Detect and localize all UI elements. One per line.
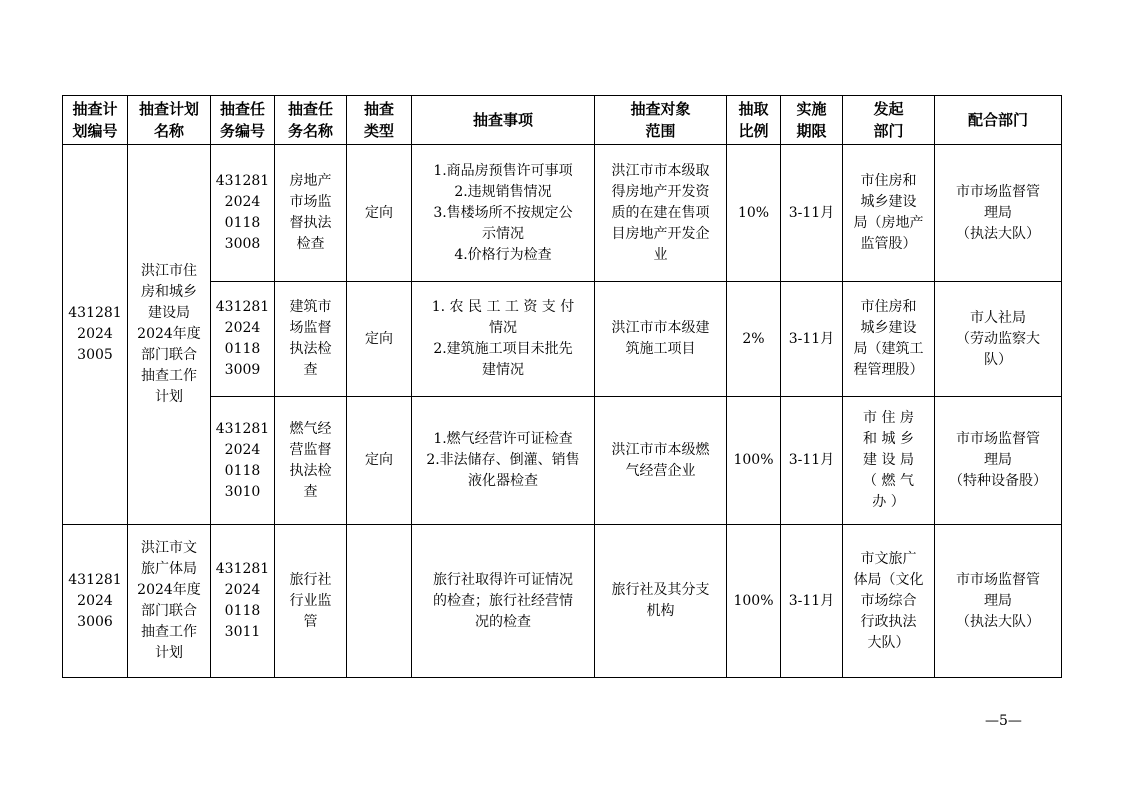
type-cell: 定向 [347, 397, 412, 525]
coop-cell: 市市场监督管 理局 （执法大队） [935, 145, 1062, 282]
page-number: —5— [985, 713, 1022, 729]
header-type: 抽查 类型 [347, 96, 412, 145]
header-task-no: 抽查任 务编号 [211, 96, 275, 145]
task-name-cell: 建筑市 场监督 执法检 查 [275, 282, 347, 397]
items-cell: 1.商品房预售许可事项 2.违规销售情况 3.售楼场所不按规定公 示情况 4.价格行为检查 [412, 145, 595, 282]
dept-cell: 市住房和 城乡建设 局（建筑工 程管理股） [843, 282, 935, 397]
spot-check-plan-table [62, 95, 1062, 678]
period-cell: 3-11月 [781, 397, 843, 525]
header-coop: 配合部门 [935, 96, 1062, 145]
type-cell: 定向 [347, 282, 412, 397]
table-row [63, 397, 1062, 525]
coop-cell: 市市场监督管 理局 （特种设备股） [935, 397, 1062, 525]
plan-name-cell: 洪江市住 房和城乡 建设局 2024年度 部门联合 抽查工作 计划 [128, 145, 211, 525]
dept-cell: 市住房和 城乡建设 局（房地产 监管股） [843, 145, 935, 282]
header-plan-no: 抽查计 划编号 [63, 96, 128, 145]
plan-no-cell: 431281 2024 3006 [63, 525, 128, 678]
ratio-cell: 100% [727, 525, 781, 678]
header-ratio: 抽取 比例 [727, 96, 781, 145]
coop-cell: 市市场监督管 理局 （执法大队） [935, 525, 1062, 678]
header-items: 抽查事项 [412, 96, 595, 145]
task-no-cell: 431281 2024 0118 3010 [211, 397, 275, 525]
items-cell: 旅行社取得许可证情况 的检查；旅行社经营情 况的检查 [412, 525, 595, 678]
period-cell: 3-11月 [781, 525, 843, 678]
dept-cell: 市 住 房 和 城 乡 建 设 局 （ 燃 气 办 ） [843, 397, 935, 525]
items-cell: 1.燃气经营许可证检查 2.非法储存、倒灌、销售 液化器检查 [412, 397, 595, 525]
header-period: 实施 期限 [781, 96, 843, 145]
header-row [63, 96, 1062, 145]
plan-no-cell: 431281 2024 3005 [63, 145, 128, 525]
header-scope: 抽查对象 范围 [595, 96, 727, 145]
scope-cell: 洪江市市本级建 筑施工项目 [595, 282, 727, 397]
scope-cell: 洪江市市本级燃 气经营企业 [595, 397, 727, 525]
dept-cell: 市文旅广 体局（文化 市场综合 行政执法 大队） [843, 525, 935, 678]
plan-name-cell: 洪江市文 旅广体局 2024年度 部门联合 抽查工作 计划 [128, 525, 211, 678]
table-row [63, 525, 1062, 678]
task-name-cell: 旅行社 行业监 管 [275, 525, 347, 678]
header-task-name: 抽查任 务名称 [275, 96, 347, 145]
table-row [63, 282, 1062, 397]
task-no-cell: 431281 2024 0118 3011 [211, 525, 275, 678]
scope-cell: 旅行社及其分支 机构 [595, 525, 727, 678]
table-row [63, 145, 1062, 282]
items-cell: 1. 农 民 工 工 资 支 付 情况 2.建筑施工项目未批先 建情况 [412, 282, 595, 397]
task-no-cell: 431281 2024 0118 3008 [211, 145, 275, 282]
ratio-cell: 100% [727, 397, 781, 525]
ratio-cell: 10% [727, 145, 781, 282]
task-no-cell: 431281 2024 0118 3009 [211, 282, 275, 397]
task-name-cell: 房地产 市场监 督执法 检查 [275, 145, 347, 282]
coop-cell: 市人社局 （劳动监察大 队） [935, 282, 1062, 397]
header-plan-name: 抽查计划 名称 [128, 96, 211, 145]
task-name-cell: 燃气经 营监督 执法检 查 [275, 397, 347, 525]
type-cell [347, 525, 412, 678]
period-cell: 3-11月 [781, 145, 843, 282]
period-cell: 3-11月 [781, 282, 843, 397]
type-cell: 定向 [347, 145, 412, 282]
header-dept: 发起 部门 [843, 96, 935, 145]
scope-cell: 洪江市市本级取 得房地产开发资 质的在建在售项 目房地产开发企 业 [595, 145, 727, 282]
ratio-cell: 2% [727, 282, 781, 397]
